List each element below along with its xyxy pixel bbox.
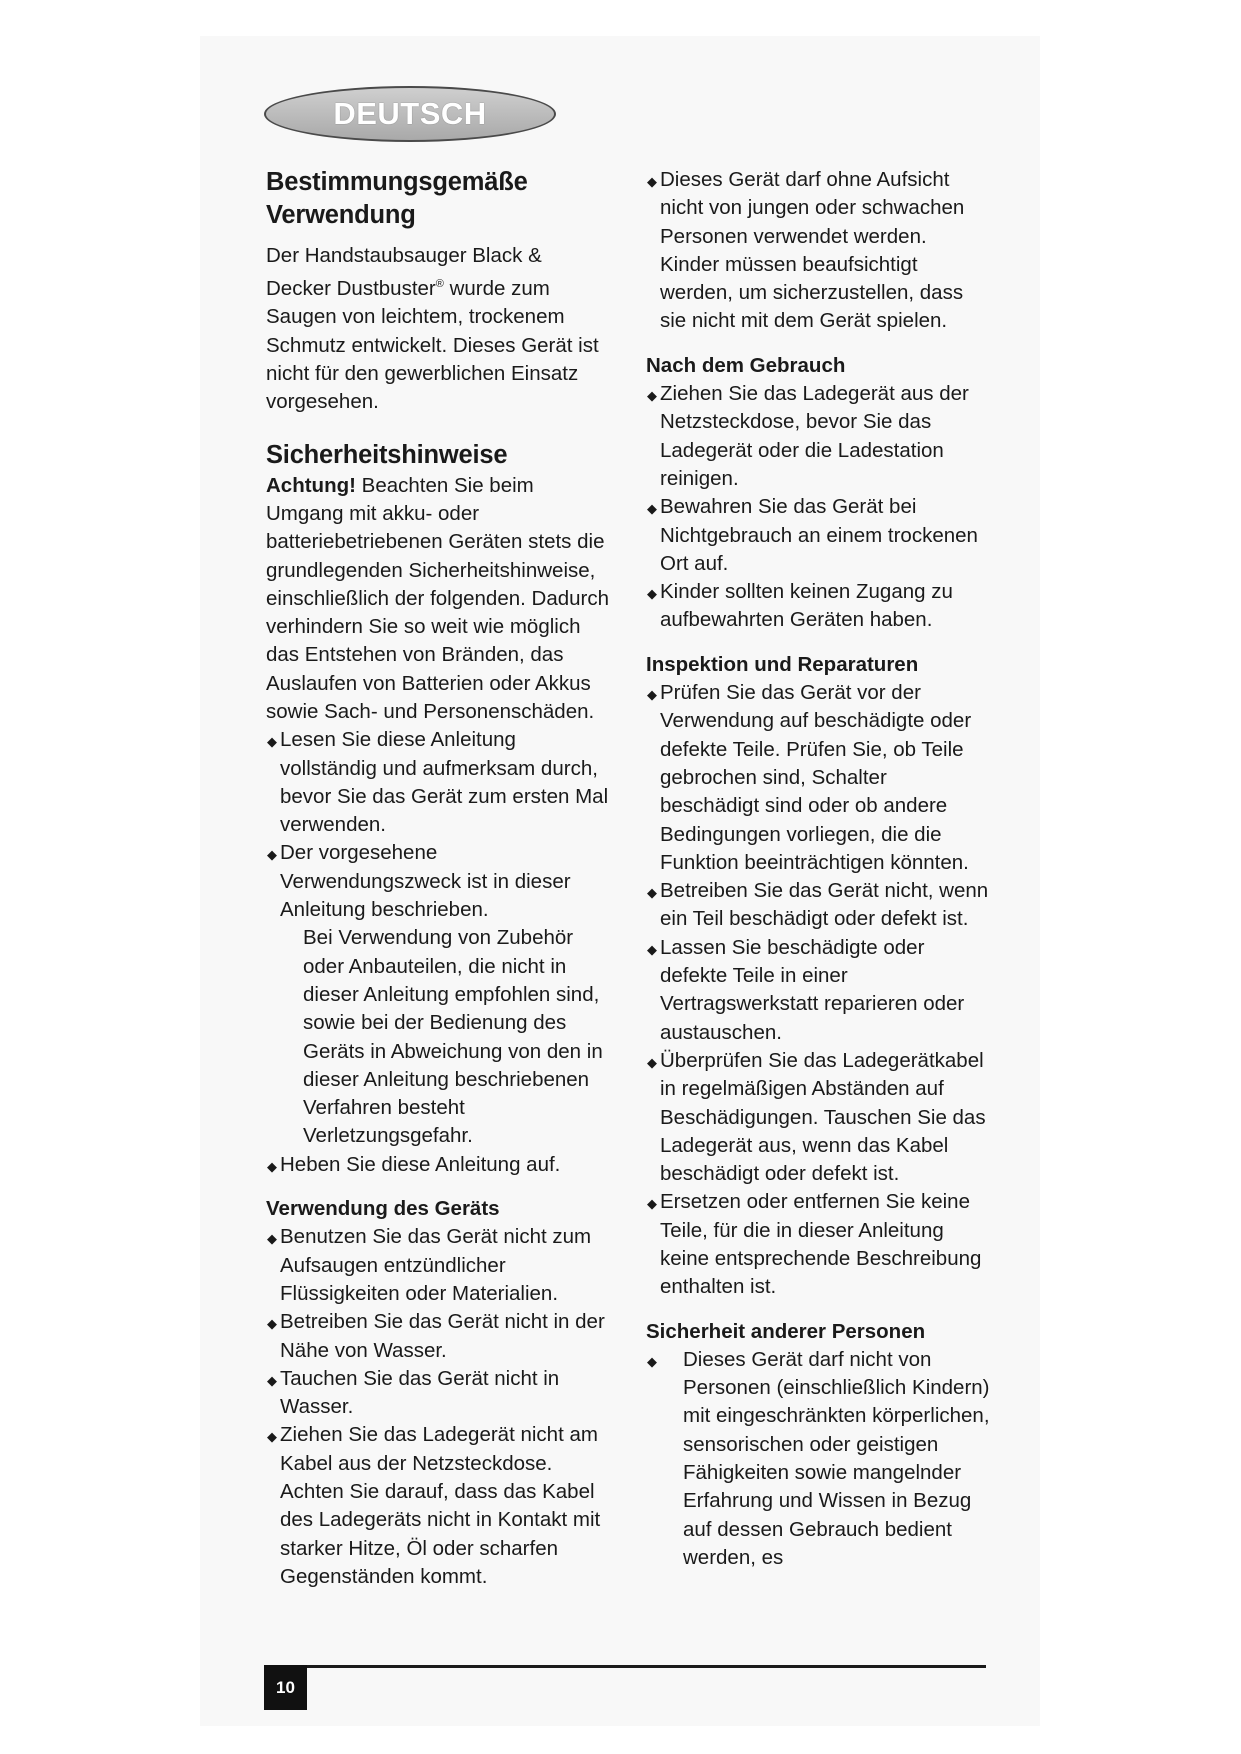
bullet-diamond-icon: ◆: [267, 1316, 277, 1332]
list-item: ◆ Ersetzen oder entfernen Sie keine Teile, für die in dieser Anleitung keine entsprechende Beschreibung enthalten ist.: [647, 1190, 982, 1299]
device-use-heading: Verwendung des Geräts: [266, 1197, 500, 1221]
list-item: ◆ Dieses Gerät darf nicht von Personen (einschließlich Kindern) mit eingeschränkten körperlichen, sensorischen oder geistigen Fähigkeiten sowie mangelnder Erfahrung und Wissen in Bezug auf dessen Gebrauch bedient werden, es: [647, 1347, 990, 1569]
footer-rule: [264, 1665, 986, 1668]
left-column: [266, 166, 612, 1591]
registered-mark: ®: [435, 278, 444, 291]
list-item: ◆ Überprüfen Sie das Ladegerätkabel in regelmäßigen Abständen auf Beschädigungen. Tauschen Sie das Ladegerät aus, wenn das Kabel beschädigt oder defekt ist.: [647, 1048, 986, 1186]
intended-use-heading: Bestimmungsgemäße Verwendung: [266, 168, 528, 229]
list-item: ◆ Benutzen Sie das Gerät nicht zum Aufsaugen entzündlicher Flüssigkeiten oder Materialien.: [267, 1225, 592, 1305]
bullet-diamond-icon: ◆: [267, 734, 277, 750]
bullet-diamond-icon: ◆: [647, 1353, 657, 1369]
list-item: ◆ Ziehen Sie das Ladegerät nicht am Kabel aus der Netzsteckdose. Achten Sie darauf, dass das Kabel des Ladegeräts nicht in Kontakt mit starker Hitze, Öl oder scharfen Gegenständen kommt.: [267, 1423, 601, 1588]
list-item: ◆ Betreiben Sie das Gerät nicht, wenn ein Teil beschädigt oder defekt ist.: [647, 879, 989, 931]
intended-use-text: Der Handstaubsauger Black & Decker Dustbuster® wurde zum Saugen von leichtem, trockenem Schmutz entwickelt. Dieses Gerät ist nicht für den gewerblichen Einsatz vorgesehen.: [266, 244, 599, 414]
list-item: ◆ Lesen Sie diese Anleitung vollständig und aufmerksam durch, bevor Sie das Gerät zum ersten Mal verwenden.: [267, 728, 609, 837]
bullet-diamond-icon: ◆: [647, 586, 657, 602]
list-item: ◆ Ziehen Sie das Ladegerät aus der Netzsteckdose, bevor Sie das Ladegerät oder die Ladestation reinigen.: [647, 382, 969, 490]
bullet-diamond-icon: ◆: [647, 1196, 657, 1212]
page-number: 10: [264, 1665, 307, 1710]
inspection-heading: Inspektion und Reparaturen: [646, 652, 919, 676]
bullet-diamond-icon: ◆: [647, 687, 657, 703]
after-use-heading: Nach dem Gebrauch: [646, 353, 846, 377]
safety-warning: Achtung! Beachten Sie beim Umgang mit akku- oder batteriebetriebenen Geräten stets die grundlegenden Sicherheitshinweise, einschließlich der folgenden. Dadurch verhindern Sie so weit wie möglich das Entstehen von Bränden, das Auslaufen von Batterien oder Akkus sowie Sach- und Personenschäden.: [266, 473, 610, 723]
list-item: ◆ Dieses Gerät darf ohne Aufsicht nicht von jungen oder schwachen Personen verwendet werden. Kinder müssen beaufsichtigt werden, um sicherzustellen, dass sie nicht mit dem Gerät spielen.: [647, 168, 965, 333]
bullet-diamond-icon: ◆: [267, 1429, 277, 1445]
list-item: ◆ Der vorgesehene Verwendungszweck ist in dieser Anleitung beschrieben. Bei Verwendung von Zubehör oder Anbauteilen, die nicht in dieser Anleitung empfohlen sind, sowie bei der Bedienung des Geräts in Abweichung von den in dieser Anleitung beschriebenen Verfahren besteht Verletzungsgefahr.: [266, 839, 612, 1150]
language-tab: [264, 86, 556, 142]
bullet-diamond-icon: ◆: [647, 501, 657, 517]
language-tab-label: DEUTSCH: [333, 96, 487, 131]
list-item: ◆ Heben Sie diese Anleitung auf.: [266, 1151, 612, 1179]
safety-heading: Sicherheitshinweise: [266, 440, 508, 469]
bullet-diamond-icon: ◆: [647, 174, 657, 189]
list-item: ◆ Tauchen Sie das Gerät nicht in Wasser.: [267, 1366, 560, 1419]
bullet-diamond-icon: ◆: [647, 388, 657, 404]
list-item: ◆ Prüfen Sie das Gerät vor der Verwendung auf beschädigte oder defekte Teile. Prüfen Sie, ob Teile gebrochen sind, Schalter beschädigt sind oder ob andere Bedingungen vorliegen, die die Funktion beeinträchtigen könnten.: [647, 681, 972, 874]
bullet-diamond-icon: ◆: [267, 847, 277, 863]
right-column: [646, 166, 990, 1572]
list-item: ◆ Kinder sollten keinen Zugang zu aufbewahrten Geräten haben.: [647, 580, 953, 632]
list-item: ◆ Betreiben Sie das Gerät nicht in der Nähe von Wasser.: [267, 1310, 605, 1362]
bullet-diamond-icon: ◆: [647, 941, 657, 957]
bullet-diamond-icon: ◆: [647, 885, 657, 901]
list-item: ◆ Lassen Sie beschädigte oder defekte Teile in einer Vertragswerkstatt reparieren oder austauschen.: [647, 935, 965, 1044]
bullet-diamond-icon: ◆: [267, 1372, 277, 1388]
bullet-diamond-icon: ◆: [267, 1231, 277, 1247]
bullet-diamond-icon: ◆: [267, 1158, 277, 1174]
bullet-diamond-icon: ◆: [647, 1054, 657, 1070]
list-item-continuation: Bei Verwendung von Zubehör oder Anbauteilen, die nicht in dieser Anleitung empfohlen sind, sowie bei der Bedienung des Geräts in Abweichung von den in dieser Anleitung beschriebenen Verfahren besteht Verletzungsgefahr.: [303, 926, 603, 1148]
others-safety-heading: Sicherheit anderer Personen: [646, 1319, 926, 1343]
list-item: ◆ Bewahren Sie das Gerät bei Nichtgebrauch an einem trockenen Ort auf.: [647, 495, 978, 575]
warning-label: Achtung!: [266, 473, 356, 497]
